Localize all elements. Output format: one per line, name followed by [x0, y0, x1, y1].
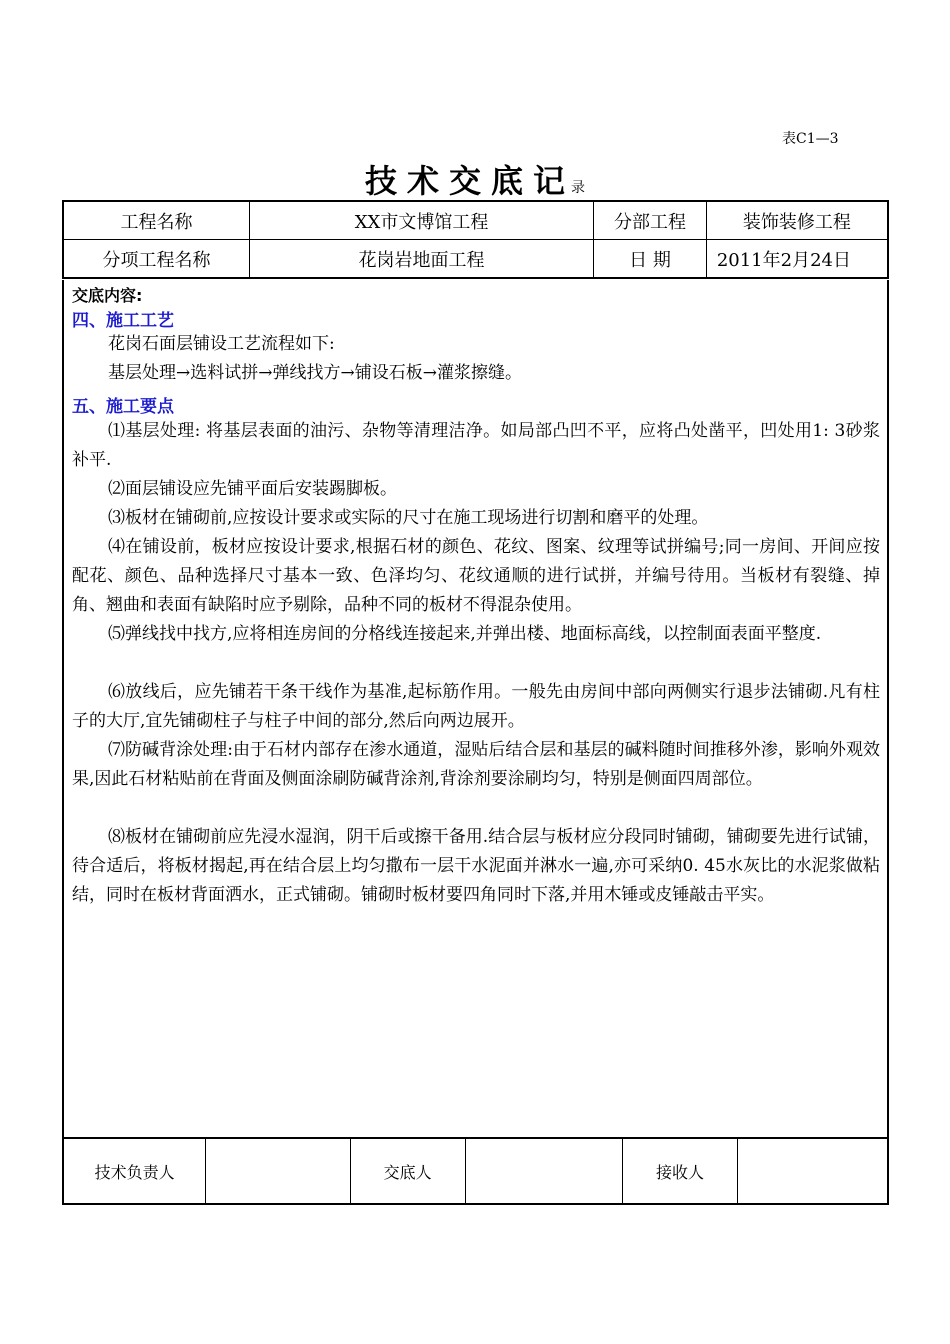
division-value: 装饰装修工程 [706, 201, 888, 240]
section-heading-points: 五、施工要点 [72, 397, 174, 417]
signature-row [63, 1138, 888, 1204]
page-title-suffix: 录 [571, 180, 585, 196]
point-item: ⑵面层铺设应先铺平面后安装踢脚板。 [108, 479, 397, 499]
project-name-label: 工程名称 [63, 201, 250, 240]
section-heading-process: 四、施工工艺 [72, 311, 174, 331]
content-label: 交底内容: [72, 286, 143, 305]
point-item: ⑸弹线找中找方,应将相连房间的分格线连接起来,并弹出楼、地面标高线，以控制面表面平整度. [108, 624, 822, 644]
date-label: 日 期 [594, 240, 707, 279]
point-item: ⑹放线后，应先铺若干条干线作为基准,起标筋作用。一般先由房间中部向两侧实行退步法铺砌.凡有柱子的大厅,宜先铺砌柱子与柱子中间的部分,然后向两边展开。 [72, 682, 880, 731]
page-title: 技术交底记 [364, 162, 575, 200]
point-item: ⑶板材在铺砌前,应按设计要求或实际的尺寸在施工现场进行切割和磨平的处理。 [108, 508, 709, 528]
title-block [0, 156, 950, 202]
form-code: 表C1—3 [782, 131, 839, 147]
point-item: ⑻板材在铺砌前应先浸水湿润，阴干后或擦干备用.结合层与板材应分段同时铺砌，铺砌要先进行试铺，待合适后，将板材揭起,再在结合层上均匀撒布一层干水泥面并淋水一遍,亦可采纳0. 45水灰比的水泥浆做粘结，同时在板材背面洒水，正式铺砌。铺砌时板材要四角同时下落,并用木锤或皮锤敲击平实。 [72, 827, 880, 905]
receiver-label: 接收人 [623, 1138, 738, 1204]
subitem-label: 分项工程名称 [63, 240, 250, 279]
point-item: ⑺防碱背涂处理:由于石材内部存在渗水通道，湿贴后结合层和基层的碱料随时间推移外渗，影响外观效果,因此石材粘贴前在背面及侧面涂刷防碱背涂剂,背涂剂要涂刷均匀，特别是侧面四周部位。 [72, 740, 880, 789]
date-value: 2011年2月24日 [706, 240, 888, 279]
subitem-value: 花岗岩地面工程 [250, 240, 594, 279]
process-flow: 基层处理→选料试拼→弹线找方→铺设石板→灌浆擦缝。 [108, 363, 522, 383]
header-row-project [63, 201, 888, 240]
project-name-value: XX市文博馆工程 [250, 201, 594, 240]
division-label: 分部工程 [594, 201, 707, 240]
point-item: ⑴基层处理: 将基层表面的油污、杂物等清理洁净。如局部凸凹不平，应将凸处凿平，凹处用1: 3砂浆补平. [72, 421, 880, 470]
tech-lead-field[interactable] [206, 1138, 351, 1204]
header-table [62, 200, 889, 279]
discloser-field[interactable] [465, 1138, 623, 1204]
tech-lead-label: 技术负责人 [63, 1138, 206, 1204]
process-intro: 花岗石面层铺设工艺流程如下: [108, 334, 335, 354]
receiver-field[interactable] [737, 1138, 888, 1204]
point-item: ⑷在铺设前，板材应按设计要求,根据石材的颜色、花纹、图案、纹理等试拼编号;同一房间、开间应按配花、颜色、品种选择尺寸基本一致、色泽均匀、花纹通顺的进行试拼，并编号待用。当板材有裂缝、掉角、翘曲和表面有缺陷时应予剔除，品种不同的板材不得混杂使用。 [72, 537, 880, 615]
signature-table [62, 1137, 889, 1205]
content-box [62, 280, 889, 1137]
discloser-label: 交底人 [350, 1138, 465, 1204]
header-row-subitem [63, 240, 888, 279]
